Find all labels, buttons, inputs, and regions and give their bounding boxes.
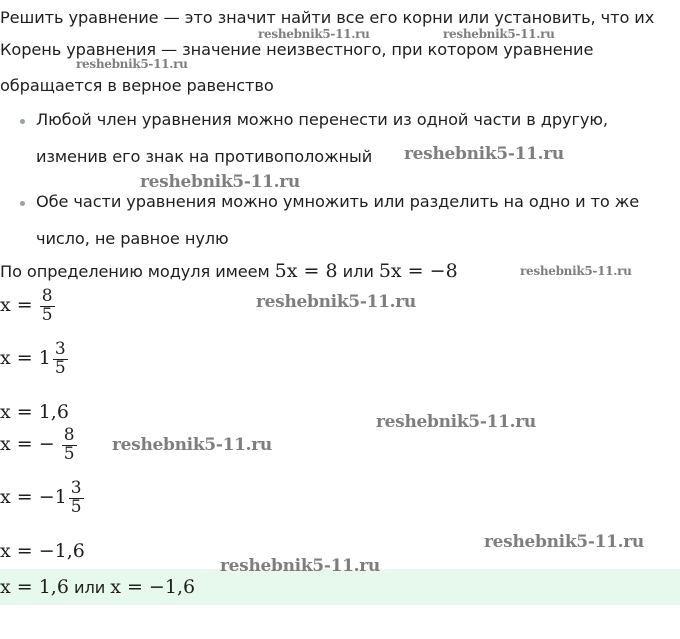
- fraction: [69, 480, 84, 517]
- watermark: reshebnik5-11.ru: [76, 57, 188, 71]
- answer-line: [0, 576, 195, 598]
- step-negative-fraction: [0, 427, 79, 464]
- fraction: [62, 427, 77, 464]
- modulus-line: [0, 260, 458, 282]
- paragraph-line-2: Корень уравнения — значение неизвестного, при котором уравнение: [0, 40, 594, 59]
- watermark: reshebnik5-11.ru: [112, 435, 272, 455]
- watermark: reshebnik5-11.ru: [258, 27, 370, 41]
- equation-negative: 5x = −8: [378, 260, 458, 282]
- rule-1-line-2: изменив его знак на противоположный: [36, 147, 373, 166]
- watermark: reshebnik5-11.ru: [484, 532, 644, 552]
- fraction-denominator: 5: [63, 443, 75, 464]
- watermark: reshebnik5-11.ru: [376, 412, 536, 432]
- step-negative-decimal: x = −1,6: [0, 540, 85, 562]
- fraction: [40, 288, 55, 325]
- rule-2-line-1: Обе части уравнения можно умножить или разделить на одно и то же: [36, 192, 640, 211]
- watermark: reshebnik5-11.ru: [140, 172, 300, 192]
- step-lhs: x = −1: [0, 485, 67, 508]
- fraction: [53, 341, 68, 378]
- modulus-prefix: По определению модуля имеем: [0, 262, 270, 281]
- watermark: reshebnik5-11.ru: [256, 292, 416, 312]
- fraction-numerator: 3: [70, 478, 82, 498]
- or-connector: или: [342, 262, 374, 281]
- fraction-denominator: 5: [54, 357, 66, 378]
- watermark: reshebnik5-11.ru: [520, 264, 632, 278]
- step-lhs: x =: [0, 293, 33, 316]
- watermark: reshebnik5-11.ru: [220, 556, 380, 576]
- fraction-numerator: 8: [63, 425, 75, 445]
- step-decimal: x = 1,6: [0, 401, 69, 423]
- answer-negative: x = −1,6: [110, 576, 196, 598]
- watermark: reshebnik5-11.ru: [404, 144, 564, 164]
- fraction-denominator: 5: [41, 304, 53, 325]
- rule-1-line-1: Любой член уравнения можно перенести из одной части в другую,: [36, 110, 608, 129]
- paragraph-line-1: Решить уравнение — это значит найти все его корни или установить, что их: [0, 8, 655, 27]
- paragraph-line-3: обращается в верное равенство: [0, 76, 274, 95]
- rule-2-line-2: число, не равное нулю: [36, 229, 229, 248]
- answer-or-connector: или: [74, 578, 106, 597]
- bullet-icon: [20, 201, 25, 206]
- fraction-denominator: 5: [70, 496, 82, 517]
- step-negative-mixed-number: [0, 480, 86, 517]
- answer-positive: x = 1,6: [0, 576, 69, 598]
- step-lhs: x = −: [0, 432, 55, 455]
- step-fraction: [0, 288, 57, 325]
- watermark: reshebnik5-11.ru: [443, 27, 555, 41]
- step-lhs: x = 1: [0, 346, 51, 369]
- fraction-numerator: 3: [54, 339, 66, 359]
- bullet-icon: [20, 119, 25, 124]
- equation-positive: 5x = 8: [274, 260, 338, 282]
- step-mixed-number: [0, 341, 70, 378]
- fraction-numerator: 8: [41, 286, 53, 306]
